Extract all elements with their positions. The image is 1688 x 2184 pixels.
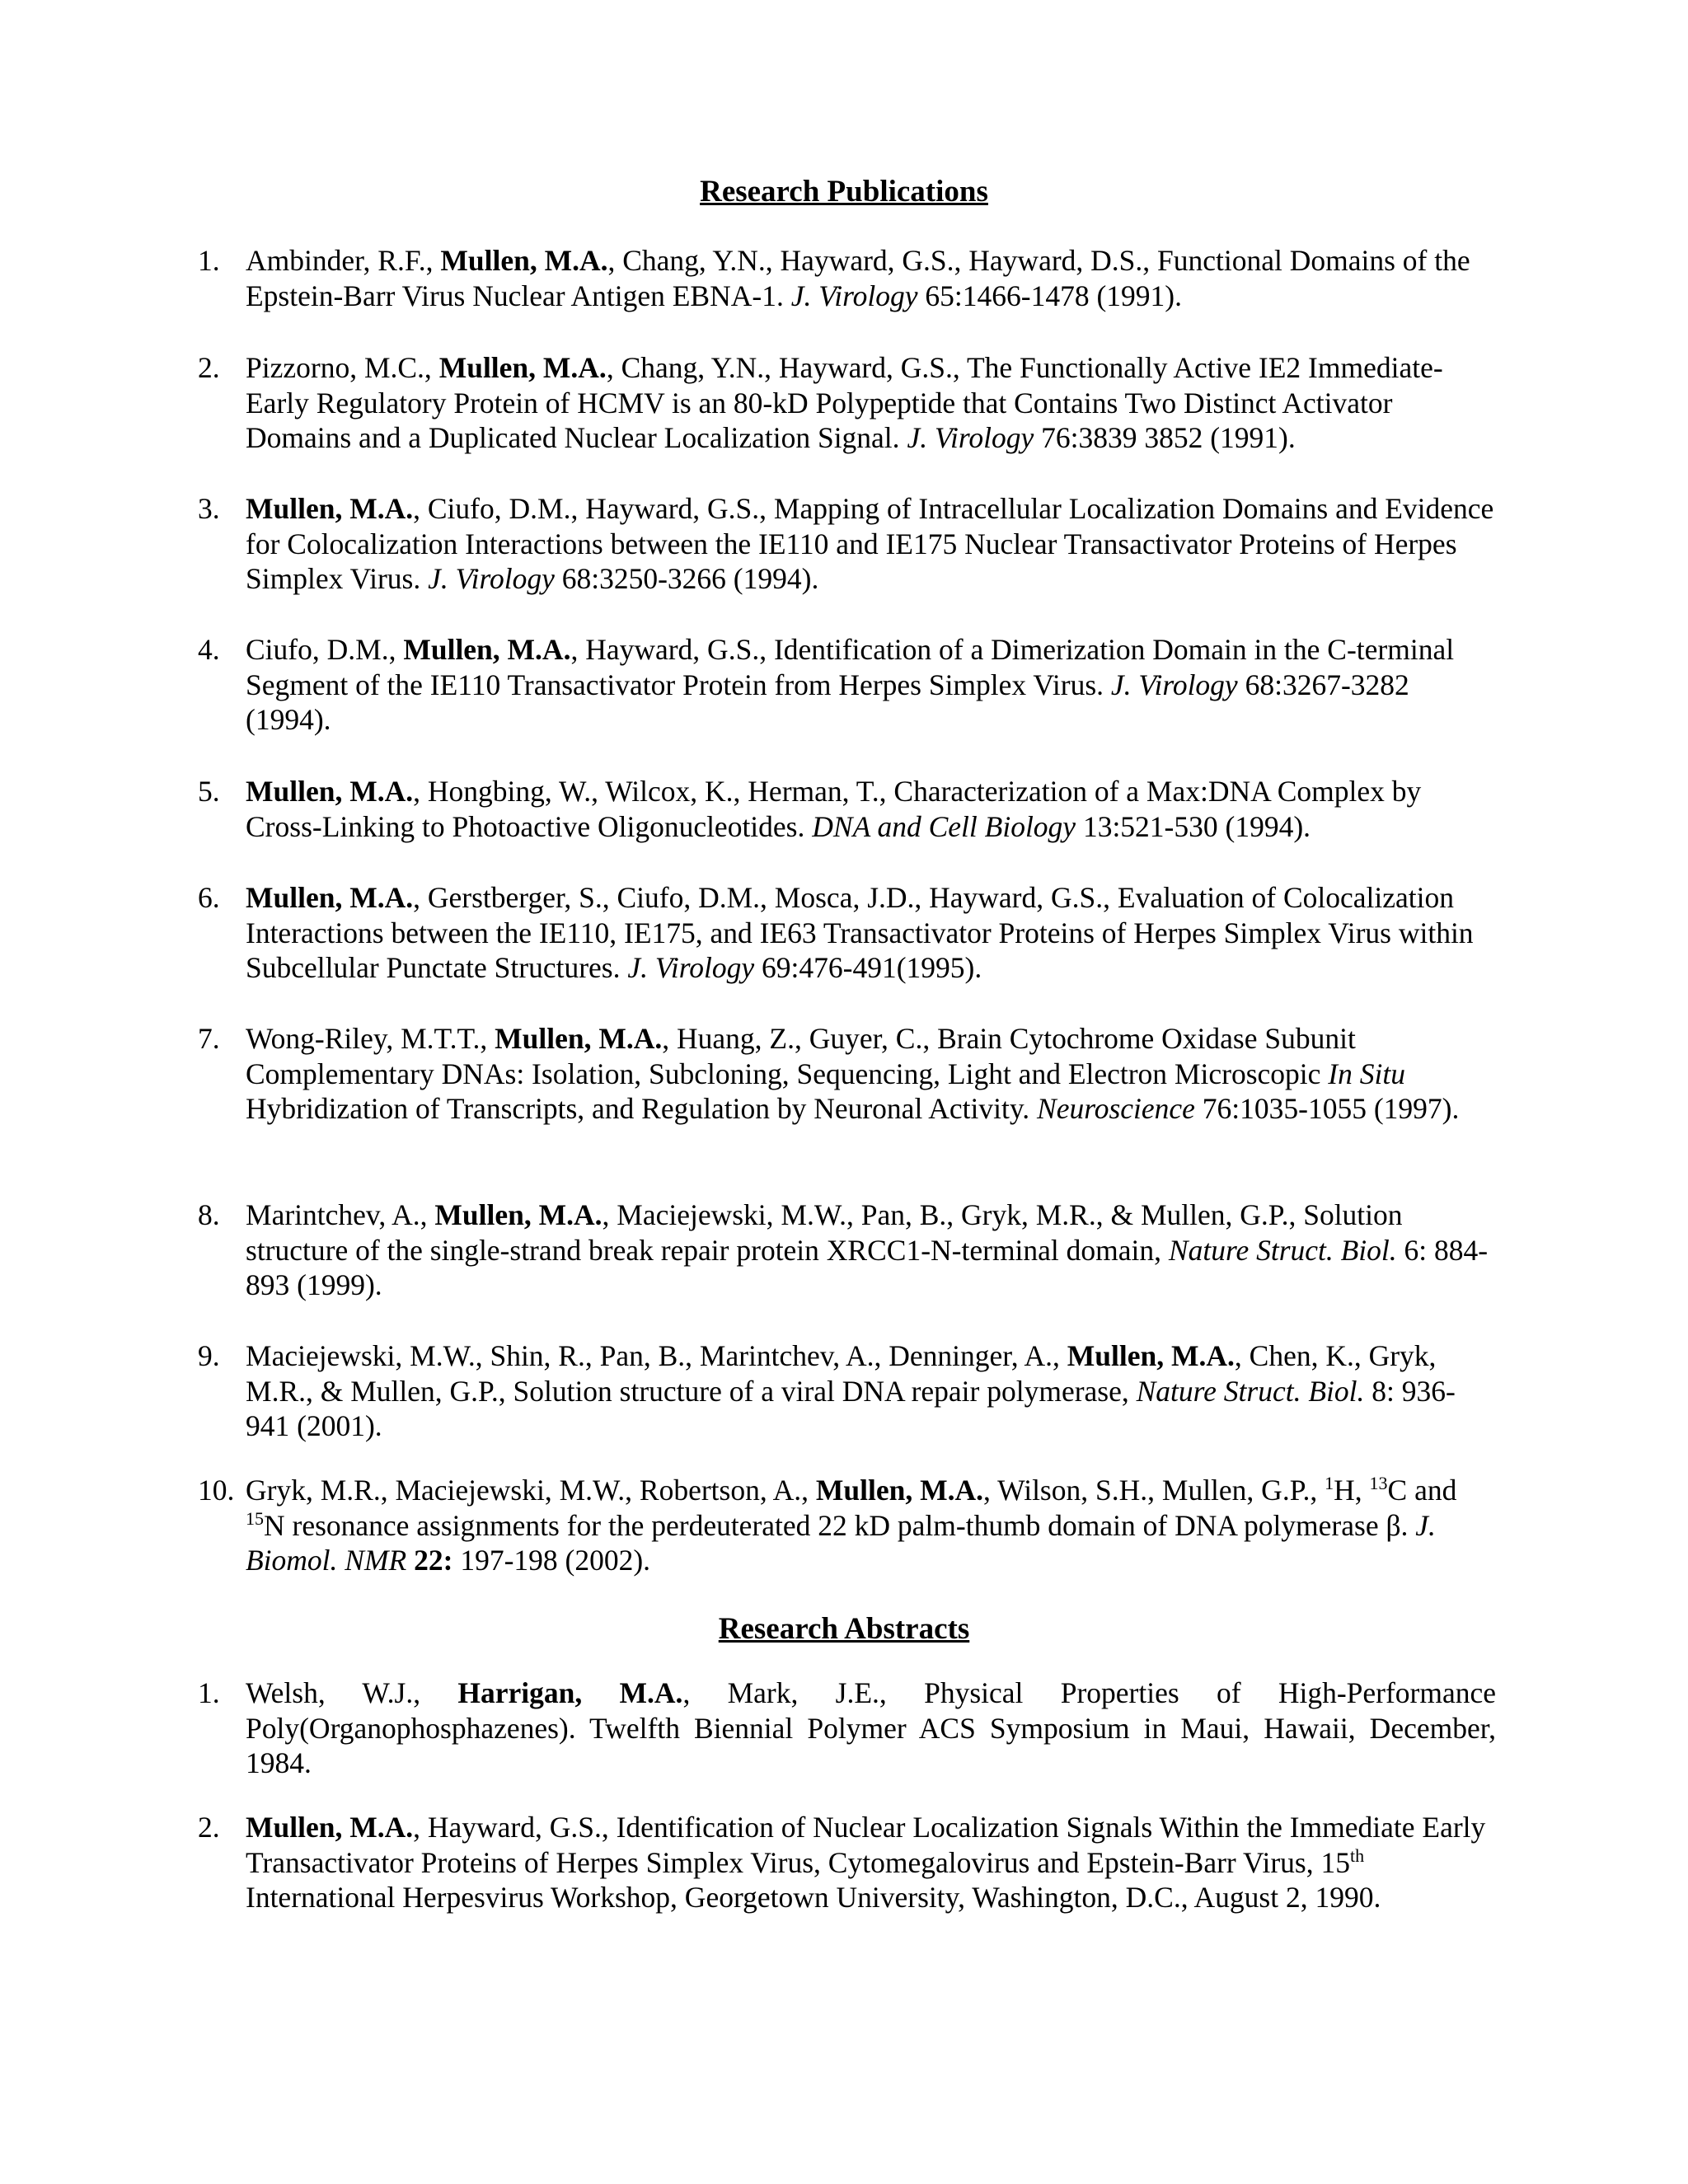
entry-number: 6.: [198, 881, 220, 914]
entry-text-run: H,: [1334, 1474, 1370, 1507]
entry-text-run: , Mark, J.E., Physical Properties of High-Performance Poly(Organophosphazenes). Twelfth Biennial Polymer ACS Symposium in Maui, Hawaii, December, 1984.: [246, 1676, 1496, 1779]
entry-text: [246, 880, 1496, 986]
entry-text: [246, 350, 1496, 456]
superscript-text: th: [1349, 1844, 1365, 1866]
bold-author-name: Mullen, M.A.: [1067, 1339, 1235, 1372]
entry-text: [246, 1021, 1496, 1127]
entry-text: [246, 1675, 1496, 1781]
entry-text: [246, 1197, 1496, 1303]
entry-text-run: Wong-Riley, M.T.T.,: [246, 1022, 495, 1055]
bold-author-name: Mullen, M.A.: [438, 351, 607, 384]
entry-text-run: , Chang, Y.N., Hayward, G.S., Hayward, D.S., Functional Domains of the Epstein-Barr Virus Nuclear Antigen EBNA-1.: [246, 244, 1470, 312]
entry-text-run: , Gerstberger, S., Ciufo, D.M., Mosca, J.D., Hayward, G.S., Evaluation of Colocalization Interactions between the IE110, IE175, and IE63 Transactivator Proteins of Herpes Simplex Virus within Subcellular Punctate Structures.: [246, 881, 1474, 984]
entry-text-run: Ambinder, R.F.,: [246, 244, 441, 277]
bold-author-name: Mullen, M.A.: [403, 633, 571, 666]
entry-text-run: 13:521-530 (1994).: [1076, 809, 1311, 843]
superscript-text: 15: [246, 1507, 264, 1529]
entry-text-run: , Hongbing, W., Wilcox, K., Herman, T., Characterization of a Max:DNA Complex by Cross-Linking to Photoactive Oligonucleotides.: [246, 775, 1422, 843]
publication-entry: [198, 1473, 1496, 1578]
entry-text-run: 65:1466-1478 (1991).: [917, 279, 1182, 312]
publication-entry: [198, 880, 1496, 986]
journal-title: J. Virology: [627, 951, 755, 984]
bold-author-name: Mullen, M.A.: [246, 492, 414, 525]
entry-text-run: , Chen, K., Gryk, M.R., & Mullen, G.P., Solution structure of a viral DNA repair polymerase,: [246, 1339, 1437, 1408]
publication-entry: [198, 1197, 1496, 1303]
journal-title: Nature Struct. Biol.: [1168, 1233, 1397, 1267]
entry-text-run: 6: 884-893 (1999).: [246, 1233, 1489, 1301]
publication-entry: [198, 491, 1496, 597]
journal-title: J. Virology: [1110, 668, 1238, 701]
entry-text-run: , Wilson, S.H., Mullen, G.P.,: [983, 1474, 1325, 1507]
entry-text-run: , Hayward, G.S., Identification of Nuclear Localization Signals Within the Immediate Early Transactivator Proteins of Herpes Simplex Virus, Cytomegalovirus and Epstein-Barr Virus, 15: [246, 1811, 1486, 1879]
journal-title: J. Virology: [790, 279, 918, 312]
abstract-entry: [198, 1675, 1496, 1781]
entry-text-run: Welsh, W.J.,: [246, 1676, 458, 1709]
entry-number: 2.: [198, 351, 220, 384]
entry-text-run: , Huang, Z., Guyer, C., Brain Cytochrome Oxidase Subunit Complementary DNAs: Isolation, Subcloning, Sequencing, Light and Electron Microscopic: [246, 1022, 1356, 1090]
entry-text-run: 68:3250-3266 (1994).: [554, 562, 819, 595]
research-publications-heading: Research Publications: [700, 175, 988, 209]
entry-text-run: , Ciufo, D.M., Hayward, G.S., Mapping of Intracellular Localization Domains and Evidence for Colocalization Interactions between the IE110 and IE175 Nuclear Transactivator Proteins of Herpes Simplex Virus.: [246, 492, 1494, 595]
entry-text: [246, 1810, 1496, 1915]
publication-entry: [198, 1338, 1496, 1444]
entry-number: 9.: [198, 1339, 220, 1372]
entry-text-run: Hybridization of Transcripts, and Regulation by Neuronal Activity.: [246, 1092, 1038, 1125]
superscript-text: 13: [1369, 1473, 1388, 1493]
entry-text: [246, 1338, 1496, 1444]
entry-text-run: C and: [1387, 1474, 1457, 1507]
entry-text-run: International Herpesvirus Workshop, Georgetown University, Washington, D.C., August 2, 1990.: [246, 1881, 1381, 1914]
journal-title: Neuroscience: [1037, 1092, 1195, 1125]
entry-text-run: 69:476-491(1995).: [754, 951, 982, 984]
entry-number: 10.: [198, 1474, 235, 1507]
journal-title: J. Biomol. NMR: [246, 1508, 1436, 1577]
journal-title: Nature Struct. Biol.: [1136, 1374, 1365, 1408]
bold-author-name: Mullen, M.A.: [246, 881, 414, 914]
bold-author-name: Mullen, M.A.: [246, 1811, 414, 1844]
bold-author-name: 22:: [414, 1544, 453, 1577]
research-abstracts-heading: Research Abstracts: [718, 1612, 970, 1646]
bold-author-name: Mullen, M.A.: [434, 1198, 603, 1231]
entry-text-run: 197-198 (2002).: [452, 1544, 651, 1577]
entry-number: 5.: [198, 775, 220, 808]
entry-number: 1.: [198, 1676, 220, 1709]
entry-text-run: N resonance assignments for the perdeuterated 22 kD palm-thumb domain of DNA polymerase β.: [264, 1508, 1416, 1542]
bold-author-name: Mullen, M.A.: [495, 1022, 663, 1055]
entry-text-run: Ciufo, D.M.,: [246, 633, 404, 666]
entry-text-run: [406, 1544, 414, 1577]
entry-number: 7.: [198, 1022, 220, 1055]
journal-title: J. Virology: [428, 562, 555, 595]
entry-text-run: 68:3267-3282 (1994).: [246, 668, 1409, 736]
entry-text-run: , Chang, Y.N., Hayward, G.S., The Functionally Active IE2 Immediate-Early Regulatory Protein of HCMV is an 80-kD Polypeptide that Contains Two Distinct Activator Domains and a Duplicated Nuclear Localization Signal.: [246, 351, 1443, 454]
entry-text-run: Gryk, M.R., Maciejewski, M.W., Robertson, A.,: [246, 1474, 816, 1507]
entry-text: [246, 774, 1496, 844]
entry-text-run: 76:3839 3852 (1991).: [1034, 421, 1296, 454]
entry-text: [246, 632, 1496, 738]
entry-number: 4.: [198, 633, 220, 666]
entry-text: [246, 243, 1496, 313]
entry-text: [246, 1473, 1496, 1578]
bold-author-name: Harrigan, M.A.: [457, 1676, 683, 1709]
entry-number: 8.: [198, 1198, 220, 1231]
publication-entry: [198, 1021, 1496, 1127]
entry-text-run: Marintchev, A.,: [246, 1198, 435, 1231]
bold-author-name: Mullen, M.A.: [440, 244, 608, 277]
entry-text-run: , Hayward, G.S., Identification of a Dimerization Domain in the C-terminal Segment of the IE110 Transactivator Protein from Herpes Simplex Virus.: [246, 633, 1455, 701]
publication-entry: [198, 350, 1496, 456]
publication-entry: [198, 632, 1496, 738]
superscript-text: 1: [1325, 1473, 1334, 1493]
entry-text-run: 76:1035-1055 (1997).: [1194, 1092, 1460, 1125]
entry-text-run: Pizzorno, M.C.,: [246, 351, 439, 384]
entry-number: 3.: [198, 492, 220, 525]
journal-title: J. Virology: [907, 421, 1034, 454]
entry-text: [246, 491, 1496, 597]
entry-number: 2.: [198, 1811, 220, 1844]
abstract-entry: [198, 1810, 1496, 1915]
journal-title: DNA and Cell Biology: [812, 809, 1076, 843]
entry-text-run: Maciejewski, M.W., Shin, R., Pan, B., Marintchev, A., Denninger, A.,: [246, 1339, 1067, 1372]
publication-entry: [198, 243, 1496, 313]
entry-number: 1.: [198, 244, 220, 277]
entry-text-run: , Maciejewski, M.W., Pan, B., Gryk, M.R., & Mullen, G.P., Solution structure of the single-strand break repair protein XRCC1-N-terminal domain,: [246, 1198, 1403, 1267]
publication-entry: [198, 774, 1496, 844]
entry-text-run: 8: 936-941 (2001).: [246, 1374, 1456, 1442]
bold-author-name: Mullen, M.A.: [246, 775, 414, 808]
bold-author-name: Mullen, M.A.: [815, 1474, 984, 1507]
journal-title: In Situ: [1328, 1057, 1405, 1090]
